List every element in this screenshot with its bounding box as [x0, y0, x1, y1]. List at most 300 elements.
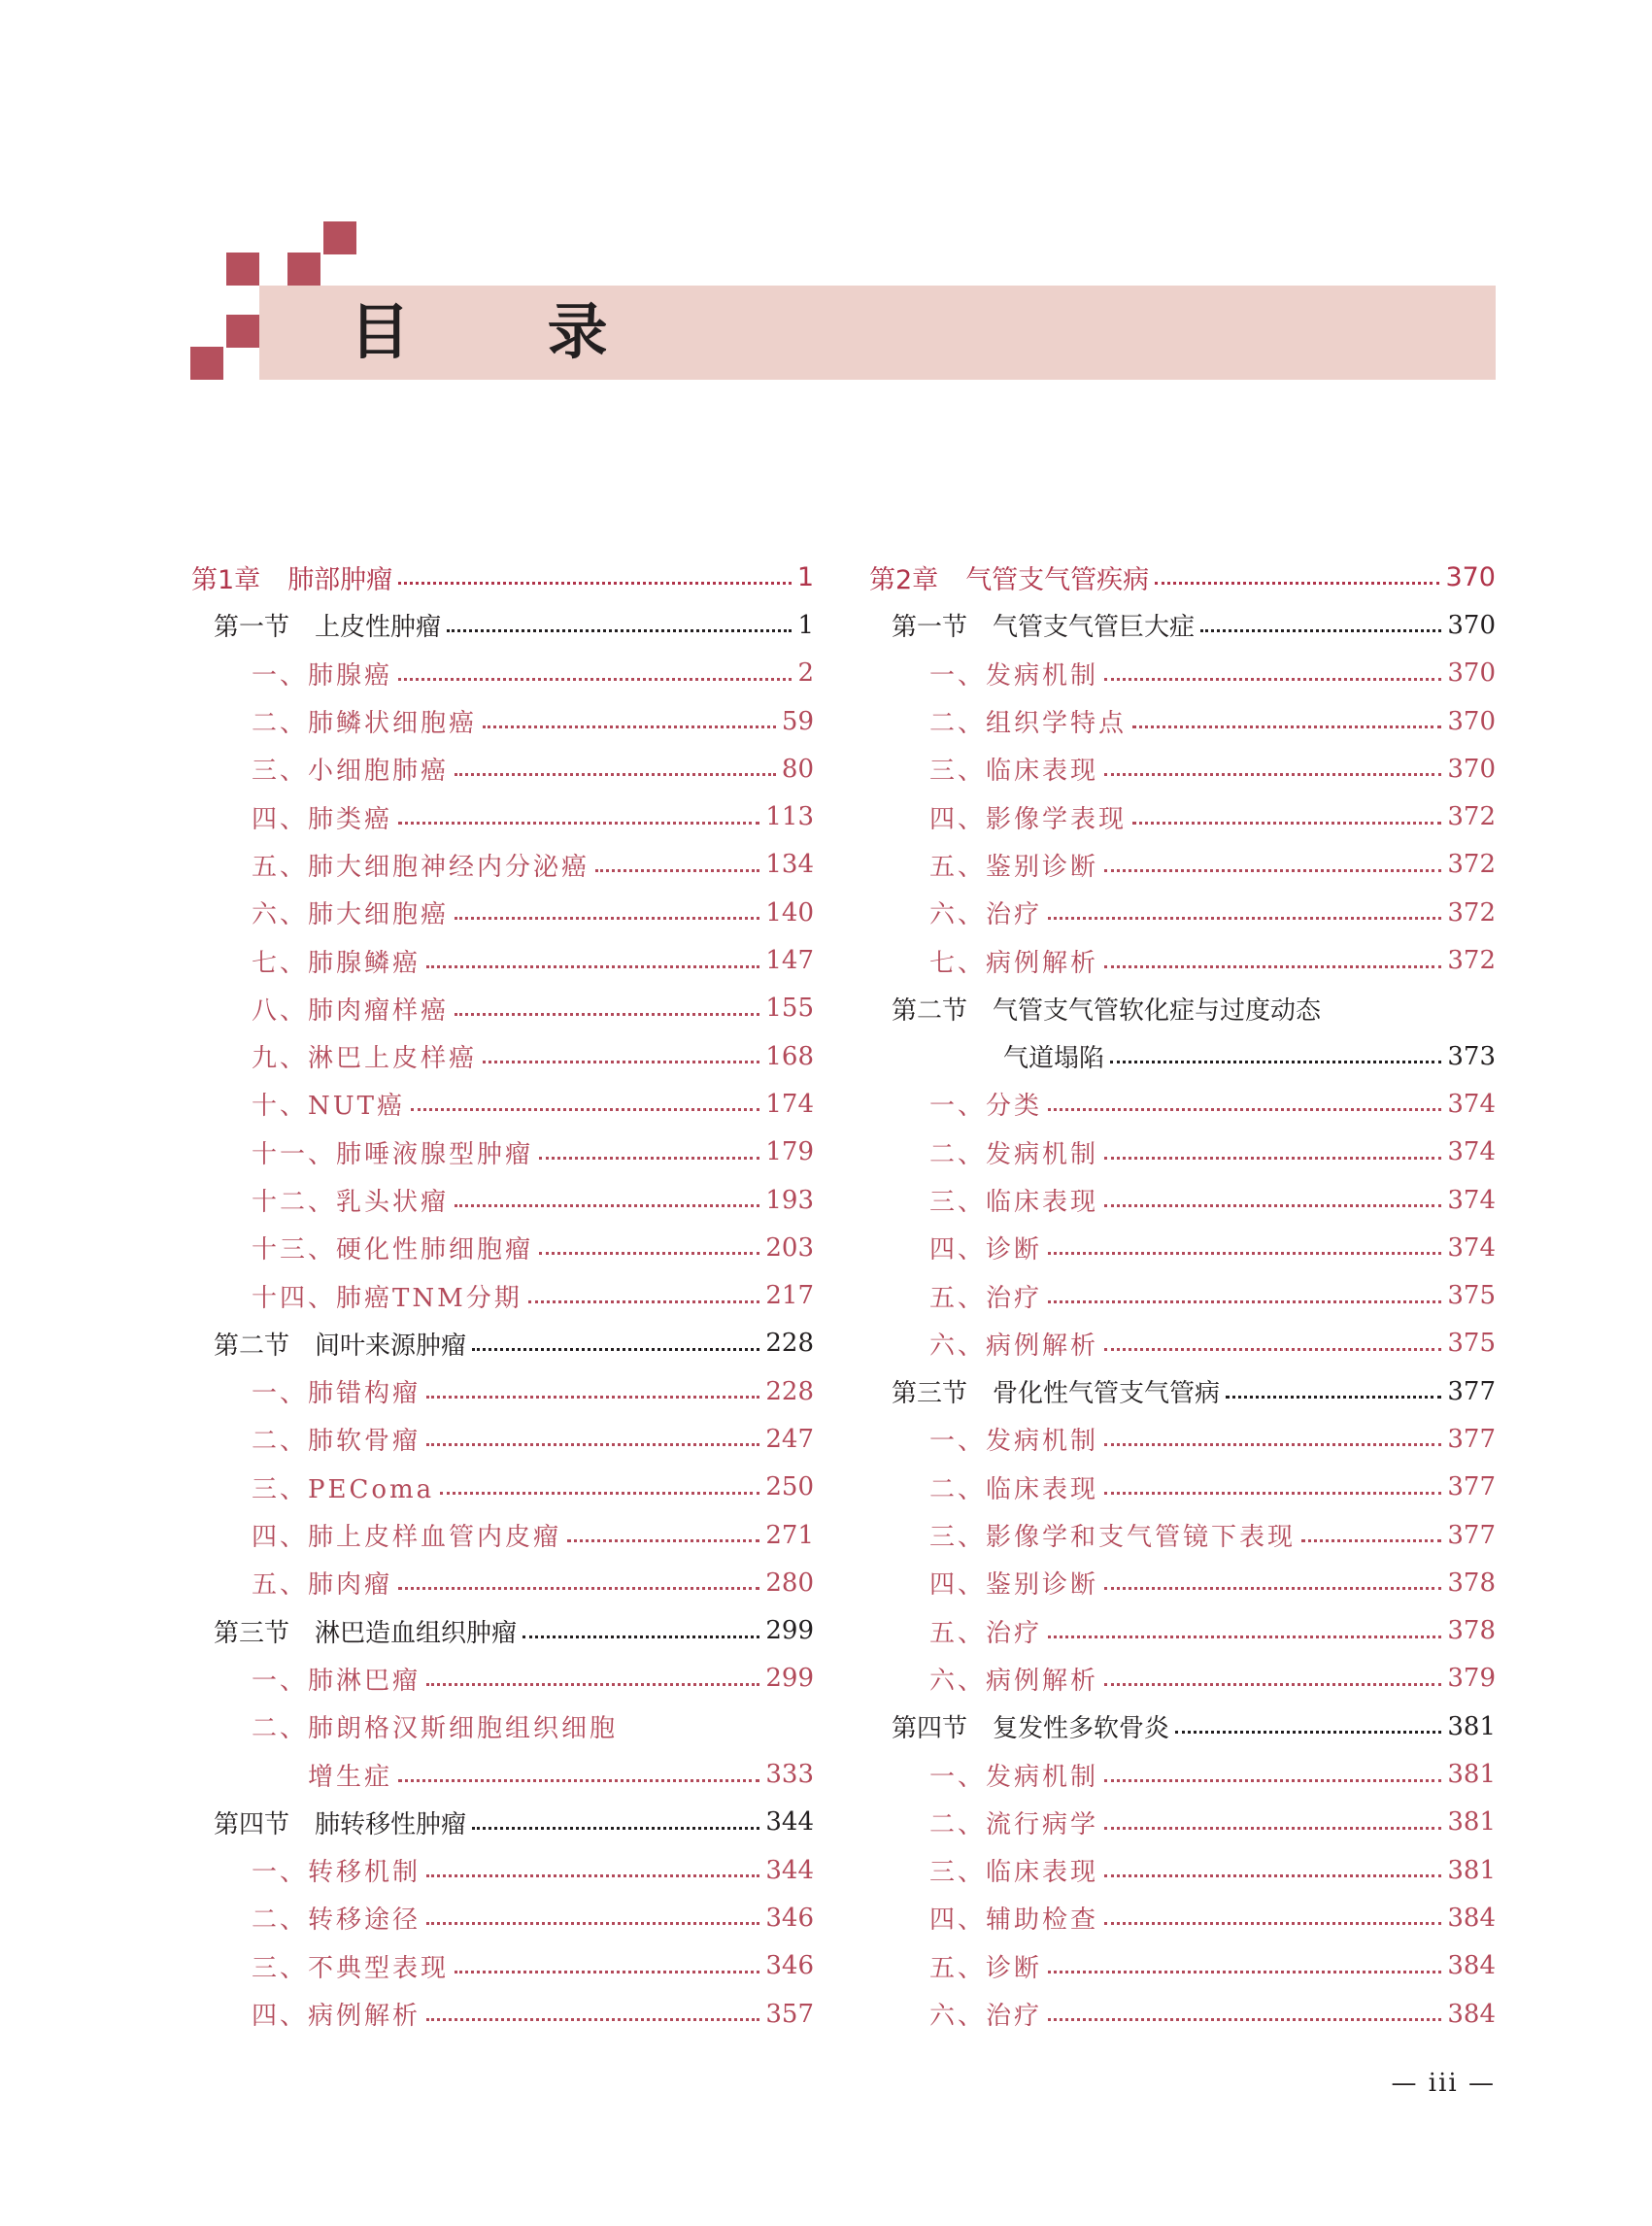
toc-label: [252, 1661, 421, 1697]
toc-label: [929, 1661, 1098, 1697]
toc-label: [252, 656, 392, 691]
dot-leader: [398, 1779, 759, 1782]
dot-leader: [1104, 1779, 1441, 1782]
toc-label: [252, 1469, 434, 1505]
toc-title: 一、发病机制: [929, 660, 1099, 691]
toc-title: 五、治疗: [929, 1283, 1043, 1313]
toc-title: 一、肺腺癌: [252, 660, 393, 691]
toc-column-left: [191, 554, 814, 2038]
toc-page-number: 228: [765, 1329, 814, 1359]
toc-title: 二、临床表现: [929, 1474, 1099, 1504]
dot-leader: [1104, 1587, 1441, 1590]
toc-title: 二、肺朗格汉斯细胞组织细胞: [252, 1714, 619, 1744]
toc-page-number: 346: [765, 1951, 814, 1981]
toc-entry-item[interactable]: [869, 1799, 1496, 1846]
toc-entry-item[interactable]: [869, 697, 1496, 745]
toc-entry-item[interactable]: [191, 1511, 814, 1559]
toc-label: [929, 1613, 1042, 1649]
toc-page-number: 381: [1447, 1807, 1496, 1838]
toc-number: 第一节: [892, 613, 968, 643]
page-number: — iii —: [1391, 2069, 1496, 2098]
toc-title: 十、NUT癌: [252, 1092, 406, 1122]
toc-page-number: 134: [765, 850, 814, 880]
toc-title: 三、影像学和支气管镜下表现: [929, 1523, 1297, 1553]
dot-leader: [1048, 917, 1441, 920]
dot-leader: [1132, 822, 1441, 825]
toc-entry-item[interactable]: [191, 1367, 814, 1415]
toc-entry-section-cont[interactable]: [869, 1032, 1496, 1080]
toc-entry-item[interactable]: [869, 1559, 1496, 1606]
toc-entry-item[interactable]: [191, 841, 814, 889]
toc-title: 上皮性肿瘤: [315, 613, 442, 643]
toc-page-number: 299: [765, 1616, 814, 1646]
toc-label: [929, 943, 1098, 979]
toc-page-number: 1: [797, 610, 814, 640]
toc-label: [252, 943, 421, 979]
dot-leader: [472, 1348, 759, 1351]
toc-title: 六、病例解析: [929, 1331, 1099, 1361]
toc-title: 肺转移性肿瘤: [315, 1809, 467, 1839]
toc-page-number: 372: [1447, 850, 1496, 880]
dot-leader: [539, 1157, 759, 1160]
dot-leader: [523, 1636, 759, 1638]
toc-title: 二、肺鳞状细胞癌: [252, 709, 478, 739]
dot-leader: [426, 1396, 759, 1399]
toc-page-number: 333: [765, 1760, 814, 1790]
toc-entry-item[interactable]: [191, 1894, 814, 1941]
toc-label: [252, 799, 392, 835]
toc-title: 一、发病机制: [929, 1427, 1099, 1457]
toc-label: [929, 847, 1098, 883]
toc-label: [929, 656, 1098, 691]
toc-entry-item[interactable]: [869, 1655, 1496, 1703]
toc-entry-item[interactable]: [869, 1129, 1496, 1176]
toc-entry-section[interactable]: [869, 1367, 1496, 1415]
dot-leader: [398, 582, 792, 585]
toc-label: [252, 1996, 421, 2032]
toc-page-number: 168: [765, 1041, 814, 1071]
toc-label: [252, 847, 590, 883]
dot-leader: [1104, 1157, 1441, 1160]
dot-leader: [411, 1108, 759, 1111]
toc-page-number: 217: [765, 1281, 814, 1311]
dot-leader: [1104, 773, 1441, 776]
decor-square: [323, 221, 356, 254]
toc-label: [929, 799, 1127, 835]
toc-entry-item[interactable]: [191, 1415, 814, 1463]
dot-leader: [595, 869, 759, 872]
dot-leader: [398, 822, 759, 825]
toc-number: 第二节: [892, 995, 968, 1026]
toc-page-number: 271: [765, 1520, 814, 1550]
toc-title: 六、治疗: [929, 2002, 1043, 2032]
toc-label: [252, 1038, 477, 1074]
toc-label: [252, 751, 449, 787]
dot-leader: [1104, 965, 1441, 968]
toc-entry-item[interactable]: [191, 1176, 814, 1224]
toc-title: 十二、乳头状瘤: [252, 1188, 450, 1217]
toc-page-number: 378: [1447, 1616, 1496, 1646]
dot-leader: [1104, 869, 1441, 872]
dot-leader: [1132, 725, 1441, 728]
toc-entry-item[interactable]: [869, 745, 1496, 793]
toc-page-number: 370: [1447, 610, 1496, 640]
dot-leader: [528, 1300, 760, 1303]
toc-label: [252, 1373, 421, 1409]
toc-entry-item[interactable]: [191, 936, 814, 984]
toc-label: [929, 1996, 1042, 2032]
toc-title: 九、淋巴上皮样癌: [252, 1044, 478, 1074]
toc-entry-item[interactable]: [191, 650, 814, 697]
toc-title: 八、肺肉瘤样癌: [252, 995, 450, 1026]
toc-label: [929, 1565, 1098, 1601]
dot-leader: [1104, 1492, 1441, 1495]
toc-title: 二、发病机制: [929, 1139, 1099, 1169]
dot-leader: [1301, 1539, 1441, 1542]
toc-entry-section[interactable]: [191, 1799, 814, 1846]
toc-title: 骨化性气管支气管病: [993, 1379, 1221, 1409]
toc-page-number: 374: [1447, 1185, 1496, 1215]
toc-title: 三、临床表现: [929, 1858, 1099, 1888]
toc-label: [252, 1852, 421, 1888]
toc-title: 肺部肿瘤: [287, 565, 393, 596]
toc-number: 第四节: [214, 1809, 290, 1839]
toc-title: 气道塌陷: [1003, 1044, 1105, 1074]
toc-page-number: 346: [765, 1903, 814, 1933]
toc-entry-item[interactable]: [869, 1607, 1496, 1655]
toc-label: [892, 607, 1195, 643]
toc-page-number: 381: [1447, 1855, 1496, 1885]
toc-entry-item[interactable]: [191, 1655, 814, 1703]
toc-entry-item[interactable]: [191, 1942, 814, 1990]
dot-leader: [483, 1061, 759, 1063]
dot-leader: [426, 965, 759, 968]
toc-label: [929, 1804, 1098, 1840]
toc-entry-item[interactable]: [191, 1129, 814, 1176]
toc-label: [252, 894, 449, 930]
toc-label: [252, 1182, 449, 1218]
toc-entry-item[interactable]: [869, 1080, 1496, 1128]
toc-number: 第2章: [869, 565, 939, 596]
toc-label: [252, 1517, 561, 1553]
toc-page-number: 377: [1447, 1472, 1496, 1502]
toc-label: [1003, 1038, 1104, 1074]
toc-page-number: 179: [765, 1137, 814, 1167]
toc-page-number: 384: [1447, 1951, 1496, 1981]
toc-page-number: 374: [1447, 1137, 1496, 1167]
toc-number: 第三节: [892, 1379, 968, 1409]
toc-entry-item-cont[interactable]: [191, 1750, 814, 1798]
toc-title: 淋巴造血组织肿瘤: [315, 1618, 518, 1648]
toc-page-number: 373: [1447, 1041, 1496, 1071]
decor-square: [226, 253, 259, 286]
toc-page-number: 250: [765, 1472, 814, 1502]
toc-entry-section-head[interactable]: [869, 985, 1496, 1032]
toc-page-number: 379: [1447, 1664, 1496, 1694]
toc-label: [252, 991, 449, 1027]
toc-page-number: 381: [1447, 1760, 1496, 1790]
dot-leader: [1104, 1827, 1441, 1830]
dot-leader: [1104, 1874, 1441, 1877]
toc-entry-item[interactable]: [869, 1176, 1496, 1224]
toc-label: [929, 751, 1098, 787]
toc-page-number: 374: [1447, 1232, 1496, 1263]
dot-leader: [1110, 1061, 1441, 1063]
toc-title: 十三、硬化性肺细胞瘤: [252, 1235, 534, 1265]
toc-entry-section[interactable]: [191, 601, 814, 649]
toc-label: [929, 1469, 1098, 1505]
toc-title: 二、肺软骨瘤: [252, 1427, 421, 1457]
decor-square: [287, 253, 320, 286]
toc-number: 第四节: [892, 1714, 968, 1744]
dot-leader: [1104, 678, 1441, 681]
dot-leader: [567, 1539, 759, 1542]
dot-leader: [1175, 1731, 1441, 1734]
toc-label: [929, 1852, 1098, 1888]
toc-label: [929, 1900, 1098, 1936]
toc-number: 第二节: [214, 1331, 290, 1361]
toc-entry-item[interactable]: [869, 1894, 1496, 1941]
toc-entry-item[interactable]: [191, 1032, 814, 1080]
dot-leader: [447, 629, 792, 632]
toc-number: 第一节: [214, 613, 290, 643]
toc-entry-item[interactable]: [869, 793, 1496, 840]
toc-page-number: 377: [1447, 1376, 1496, 1406]
toc-page-number: 280: [765, 1568, 814, 1598]
toc-entry-item[interactable]: [869, 1224, 1496, 1271]
toc-entry-item[interactable]: [869, 936, 1496, 984]
toc-page-number: 59: [781, 706, 814, 736]
toc-label: [892, 991, 1321, 1027]
toc-title: 气管支气管疾病: [965, 565, 1150, 596]
toc-entry-item[interactable]: [191, 1846, 814, 1894]
toc-title: 间叶来源肿瘤: [315, 1331, 467, 1361]
toc-label: [892, 1373, 1220, 1409]
toc-page-number: 203: [765, 1232, 814, 1263]
dot-leader: [1048, 1108, 1441, 1111]
toc-page-number: 384: [1447, 1903, 1496, 1933]
toc-page-number: 155: [765, 994, 814, 1024]
dot-leader: [426, 1683, 759, 1686]
toc-title: 五、治疗: [929, 1618, 1043, 1648]
toc-label: [929, 1948, 1042, 1984]
toc-title: 四、影像学表现: [929, 804, 1128, 834]
toc-page-number: 370: [1447, 706, 1496, 736]
toc-entry-item[interactable]: [869, 1750, 1496, 1798]
toc-page-number: 80: [781, 754, 814, 784]
toc-label: [191, 558, 392, 596]
toc-entry-section[interactable]: [191, 1607, 814, 1655]
toc-entry-item[interactable]: [191, 889, 814, 936]
toc-entry-chapter[interactable]: [191, 554, 814, 601]
toc-label: [308, 1757, 392, 1793]
toc-page-number: 1: [796, 562, 814, 593]
toc-page-number: 377: [1447, 1424, 1496, 1454]
toc-label: [252, 703, 477, 739]
toc-page-number: 375: [1447, 1329, 1496, 1359]
toc-entry-item[interactable]: [191, 1080, 814, 1128]
toc-page-number: 377: [1447, 1520, 1496, 1550]
toc-label: [252, 1086, 405, 1122]
dot-leader: [539, 1252, 759, 1255]
toc-entry-item[interactable]: [869, 1990, 1496, 2038]
dot-leader: [426, 2018, 759, 2021]
dot-leader: [1104, 1683, 1441, 1686]
toc-page-number: 174: [765, 1089, 814, 1119]
toc-label: [929, 1757, 1098, 1793]
toc-label: [929, 1326, 1098, 1362]
toc-label: [252, 1565, 392, 1601]
toc-label: [892, 1708, 1169, 1744]
toc-page-number: 344: [765, 1807, 814, 1838]
toc-title: 三、临床表现: [929, 1188, 1099, 1217]
dot-leader: [455, 1971, 759, 1973]
toc-column-right: [869, 554, 1496, 2038]
toc-entry-chapter[interactable]: [869, 554, 1496, 601]
toc-title: 一、肺淋巴瘤: [252, 1666, 421, 1696]
toc-entry-item[interactable]: [191, 697, 814, 745]
toc-page-number: 374: [1447, 1089, 1496, 1119]
page-title: 目 录: [350, 296, 666, 367]
toc-page-number: 370: [1447, 754, 1496, 784]
toc-entry-item[interactable]: [869, 1942, 1496, 1990]
toc-entry-item[interactable]: [869, 1415, 1496, 1463]
toc-page-number: 370: [1447, 658, 1496, 689]
toc-page-number: 372: [1447, 897, 1496, 928]
toc-title: 十四、肺癌TNM分期: [252, 1283, 523, 1313]
toc-entry-item[interactable]: [191, 985, 814, 1032]
toc-page-number: 2: [797, 658, 814, 689]
dot-leader: [426, 1443, 759, 1446]
toc-entry-item[interactable]: [191, 745, 814, 793]
toc-page-number: 344: [765, 1855, 814, 1885]
dot-leader: [455, 1013, 759, 1016]
toc-label: [214, 1326, 466, 1362]
dot-leader: [455, 773, 776, 776]
toc-label: [929, 1086, 1042, 1122]
toc-title: 四、辅助检查: [929, 1906, 1099, 1936]
toc-title: 六、病例解析: [929, 1666, 1099, 1696]
toc-title: 四、鉴别诊断: [929, 1570, 1099, 1601]
toc-title: 一、肺错构瘤: [252, 1379, 421, 1409]
toc-label: [929, 894, 1042, 930]
toc-title: 五、肺大细胞神经内分泌癌: [252, 852, 590, 882]
toc-label: [869, 558, 1149, 596]
toc-title: 一、发病机制: [929, 1762, 1099, 1792]
toc-title: 二、组织学特点: [929, 709, 1128, 739]
toc-title: 六、肺大细胞癌: [252, 900, 450, 930]
decor-square: [226, 315, 259, 348]
toc-entry-item[interactable]: [191, 1224, 814, 1271]
toc-title: 四、肺上皮样血管内皮瘤: [252, 1523, 562, 1553]
toc-page-number: 357: [765, 1999, 814, 2029]
toc-title: 七、病例解析: [929, 948, 1099, 978]
toc-title: 三、不典型表现: [252, 1953, 450, 1983]
toc-entry-section[interactable]: [869, 1703, 1496, 1750]
toc-entry-item-head[interactable]: [191, 1703, 814, 1750]
toc-page-number: 375: [1447, 1281, 1496, 1311]
toc-label: [214, 1804, 466, 1840]
toc-label: [929, 1182, 1098, 1218]
toc-title: 气管支气管巨大症: [993, 613, 1196, 643]
toc-label: [252, 1230, 533, 1265]
toc-title: 七、肺腺鳞癌: [252, 948, 421, 978]
toc-label: [214, 1613, 517, 1649]
toc-label: [929, 1278, 1042, 1314]
toc-label: [929, 1517, 1296, 1553]
toc-entry-item[interactable]: [869, 841, 1496, 889]
toc-page-number: 247: [765, 1424, 814, 1454]
dot-leader: [472, 1827, 759, 1830]
dot-leader: [1104, 1443, 1441, 1446]
dot-leader: [398, 678, 792, 681]
toc-label: [252, 1708, 618, 1744]
toc-page-number: 113: [765, 802, 814, 832]
toc-title: 十一、肺唾液腺型肿瘤: [252, 1139, 534, 1169]
toc-page-number: 193: [765, 1185, 814, 1215]
toc-title: 四、肺类癌: [252, 804, 393, 834]
toc-title: 三、PEComa: [252, 1474, 435, 1504]
toc-page-number: 381: [1447, 1711, 1496, 1741]
toc-title: 四、病例解析: [252, 2002, 421, 2032]
toc-title: 四、诊断: [929, 1235, 1043, 1265]
dot-leader: [1104, 1348, 1441, 1351]
toc-title: 五、诊断: [929, 1953, 1043, 1983]
toc-label: [929, 1230, 1042, 1265]
dot-leader: [1104, 1922, 1441, 1925]
toc-title: 增生症: [308, 1762, 393, 1792]
toc-entry-item[interactable]: [869, 1320, 1496, 1367]
toc-label: [252, 1278, 523, 1314]
dot-leader: [1155, 582, 1439, 585]
toc-label: [252, 1421, 421, 1457]
dot-leader: [426, 1922, 759, 1925]
toc-entry-item[interactable]: [869, 1271, 1496, 1319]
toc-entry-item[interactable]: [869, 1511, 1496, 1559]
dot-leader: [455, 917, 759, 920]
toc-entry-item[interactable]: [191, 793, 814, 840]
toc-title: 复发性多软骨炎: [993, 1714, 1170, 1744]
toc-page-number: 228: [765, 1376, 814, 1406]
dot-leader: [1048, 1300, 1441, 1303]
toc-entry-section[interactable]: [869, 601, 1496, 649]
toc-title: 二、转移途径: [252, 1906, 421, 1936]
toc-entry-item[interactable]: [191, 1271, 814, 1319]
dot-leader: [1104, 1204, 1441, 1207]
dot-leader: [398, 1587, 759, 1590]
toc-label: [929, 1134, 1098, 1170]
toc-entry-item[interactable]: [869, 889, 1496, 936]
toc-page-number: 370: [1445, 562, 1496, 593]
toc-label: [252, 1948, 449, 1984]
toc-title: 二、流行病学: [929, 1809, 1099, 1839]
toc-entry-item[interactable]: [869, 1846, 1496, 1894]
toc-page-number: 147: [765, 946, 814, 976]
toc-label: [252, 1134, 533, 1170]
dot-leader: [1048, 1971, 1441, 1973]
toc-label: [214, 607, 441, 643]
dot-leader: [426, 1874, 759, 1877]
toc-entry-item[interactable]: [869, 1464, 1496, 1511]
toc-entry-item[interactable]: [191, 1464, 814, 1511]
dot-leader: [440, 1492, 759, 1495]
toc-entry-item[interactable]: [191, 1990, 814, 2038]
toc-entry-item[interactable]: [191, 1559, 814, 1606]
toc-entry-item[interactable]: [869, 650, 1496, 697]
dot-leader: [1200, 629, 1441, 632]
decor-square: [190, 347, 223, 380]
toc-entry-section[interactable]: [191, 1320, 814, 1367]
